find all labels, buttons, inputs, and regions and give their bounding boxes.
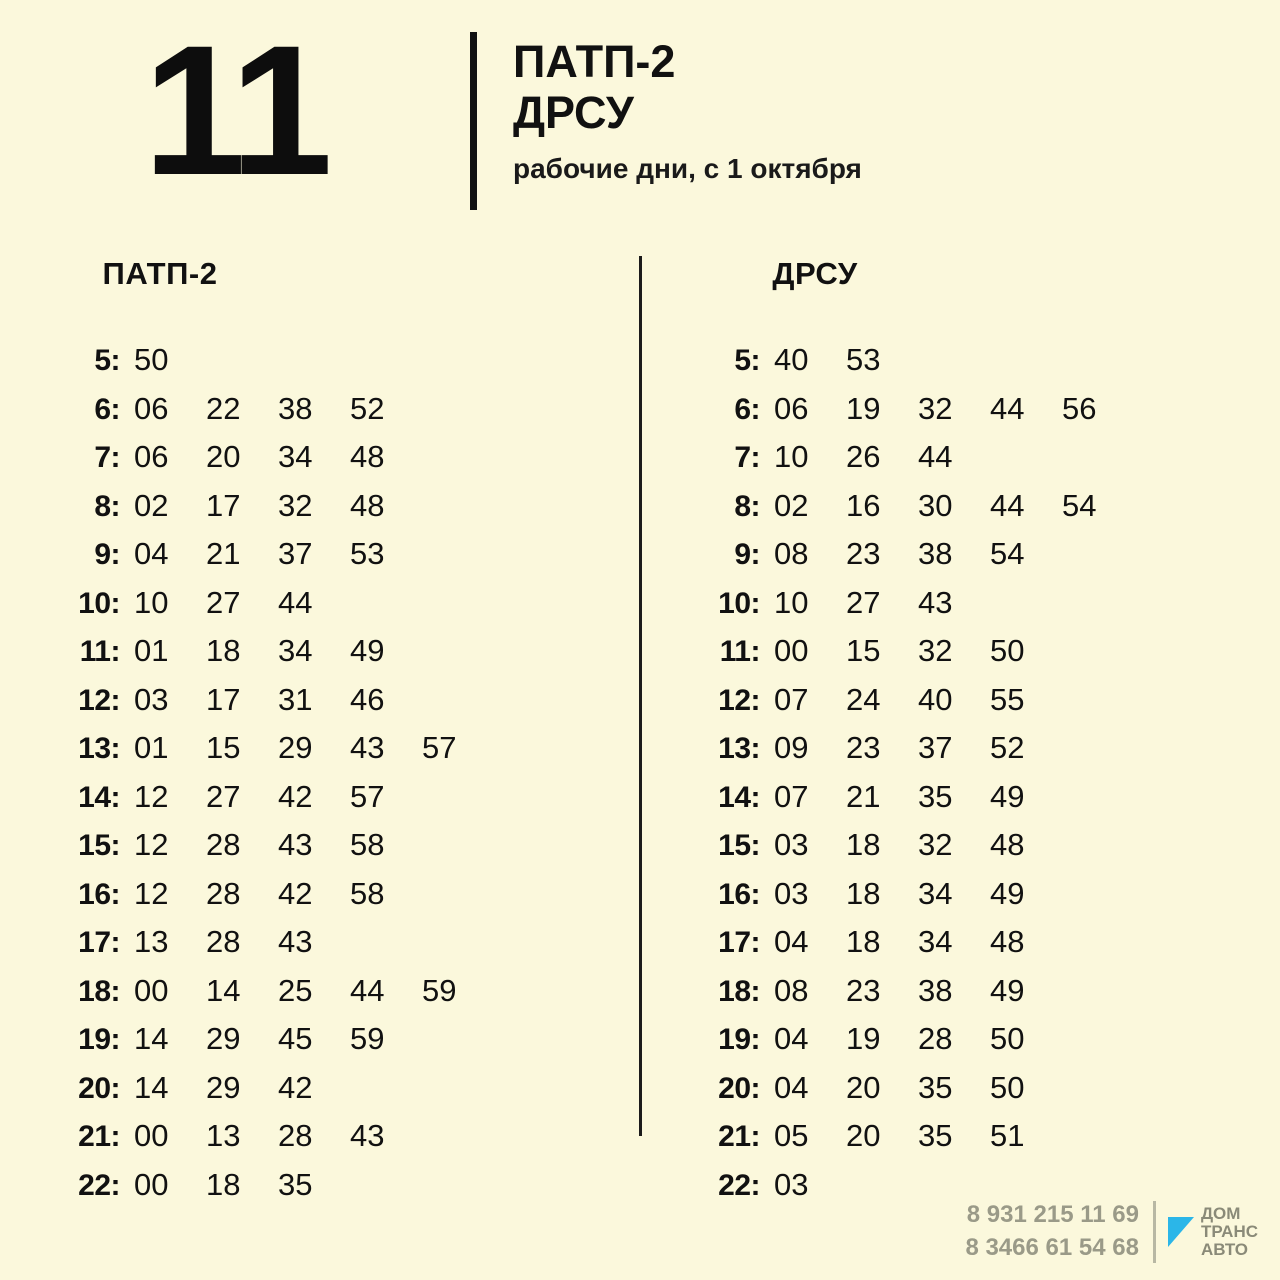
timetable-rows-drsu (640, 342, 1280, 1215)
hour-label: 10: (718, 586, 760, 620)
departure-minute: 08 (774, 536, 809, 571)
minutes-group (760, 585, 990, 621)
minutes-group (120, 924, 350, 960)
departure-minute: 17 (206, 487, 241, 523)
column-title-drsu: ДРСУ (772, 256, 858, 291)
departure-minute: 40 (918, 681, 953, 717)
departure-minute: 57 (422, 730, 457, 765)
departure-minute: 13 (134, 924, 169, 959)
departure-minute: 27 (206, 778, 241, 814)
timetable-row (640, 730, 1280, 779)
departure-minute: 42 (278, 1069, 313, 1105)
hour-label: 9: (94, 538, 120, 571)
departure-minute: 08 (774, 972, 809, 1008)
departure-minute: 02 (774, 487, 809, 523)
departure-minute: 10 (774, 439, 809, 474)
departure-minute: 43 (278, 827, 313, 862)
minutes-group (120, 488, 422, 524)
departure-minute: 21 (846, 778, 881, 814)
timetable-row (0, 585, 640, 634)
header-title-line-1: ПАТП-2 (513, 36, 676, 87)
departure-minute: 55 (990, 681, 1025, 717)
departure-minute: 06 (134, 439, 169, 474)
minutes-group (760, 730, 1062, 766)
minutes-group (120, 1021, 422, 1057)
departure-minute: 18 (846, 827, 881, 862)
minutes-group (120, 536, 422, 572)
departure-minute: 50 (990, 1021, 1025, 1056)
hour-label: 13: (718, 732, 760, 765)
hour-label: 12: (718, 683, 760, 717)
timetable-row (640, 1070, 1280, 1119)
timetable-row (640, 439, 1280, 488)
hour-label: 5: (734, 344, 760, 377)
timetable-row (0, 973, 640, 1022)
hour-label: 21: (718, 1120, 760, 1153)
departure-minute: 54 (1062, 487, 1097, 523)
departure-minute: 48 (350, 439, 385, 474)
departure-minute: 35 (918, 778, 953, 814)
timetable-row (640, 779, 1280, 828)
departure-minute: 38 (918, 536, 953, 571)
departure-minute: 29 (206, 1021, 241, 1056)
timetable-row (640, 536, 1280, 585)
departure-minute: 00 (134, 1166, 169, 1202)
footer (965, 1199, 1258, 1264)
departure-minute: 38 (918, 972, 953, 1008)
departure-minute: 34 (918, 875, 953, 911)
departure-minute: 32 (918, 633, 953, 668)
departure-minute: 44 (918, 439, 953, 474)
route-number: 11 (143, 8, 327, 214)
departure-minute: 01 (134, 633, 169, 668)
departure-minute: 44 (278, 584, 313, 620)
departure-minute: 14 (134, 1021, 169, 1056)
departure-minute: 48 (990, 924, 1025, 959)
departure-minute: 24 (846, 681, 881, 717)
departure-minute: 29 (206, 1069, 241, 1105)
minutes-group (760, 779, 1062, 815)
departure-minute: 35 (918, 1118, 953, 1153)
timetable-row (0, 876, 640, 925)
minutes-group (760, 1070, 1062, 1106)
departure-minute: 06 (134, 390, 169, 426)
departure-minute: 34 (278, 439, 313, 474)
minutes-group (760, 1021, 1062, 1057)
departure-minute: 00 (774, 633, 809, 668)
departure-minute: 35 (278, 1166, 313, 1202)
timetable-row (0, 1118, 640, 1167)
departure-minute: 37 (278, 536, 313, 571)
departure-minute: 59 (350, 1021, 385, 1056)
departure-minute: 29 (278, 730, 313, 765)
hour-label: 20: (718, 1071, 760, 1105)
minutes-group (120, 827, 422, 863)
departure-minute: 59 (422, 972, 457, 1008)
departure-minute: 51 (990, 1118, 1025, 1153)
departure-minute: 34 (278, 633, 313, 668)
minutes-group (760, 1118, 1062, 1154)
departure-minute: 49 (990, 875, 1025, 911)
departure-minute: 32 (918, 827, 953, 862)
timetable-row (0, 439, 640, 488)
timetable-row (0, 1167, 640, 1216)
header-title-line-2: ДРСУ (513, 87, 634, 139)
hour-label: 18: (78, 974, 120, 1008)
minutes-group (760, 1167, 846, 1203)
minutes-group (120, 779, 422, 815)
hour-label: 13: (78, 732, 120, 765)
departure-minute: 13 (206, 1118, 241, 1153)
departure-minute: 04 (774, 1021, 809, 1056)
departure-minute: 14 (134, 1069, 169, 1105)
departure-minute: 01 (134, 730, 169, 765)
departure-minute: 53 (846, 342, 881, 377)
departure-minute: 58 (350, 875, 385, 911)
departure-minute: 17 (206, 681, 241, 717)
hour-label: 11: (719, 635, 760, 668)
timetable-row (0, 779, 640, 828)
timetable-row (0, 924, 640, 973)
departure-minute: 20 (846, 1118, 881, 1153)
departure-minute: 10 (134, 584, 169, 620)
departure-minute: 44 (990, 390, 1025, 426)
departure-minute: 21 (206, 536, 241, 571)
logo-line-1: ДОМ (1200, 1203, 1241, 1223)
departure-minute: 43 (350, 1118, 385, 1153)
timetable-row (640, 585, 1280, 634)
departure-minute: 48 (990, 827, 1025, 862)
hour-label: 16: (718, 877, 760, 911)
timetable-row (0, 827, 640, 876)
phone-number-1: 8 931 215 11 69 (966, 1201, 1139, 1229)
minutes-group (760, 973, 1062, 1009)
hour-label: 7: (94, 441, 120, 474)
departure-minute: 50 (134, 342, 169, 377)
departure-minute: 04 (774, 1069, 809, 1105)
hour-label: 15: (78, 829, 120, 862)
departure-minute: 03 (774, 827, 809, 862)
timetable-row (640, 342, 1280, 391)
logo-line-3: АВТО (1200, 1239, 1249, 1259)
departure-minute: 05 (774, 1118, 809, 1153)
minutes-group (120, 730, 494, 766)
departure-minute: 02 (134, 487, 169, 523)
departure-minute: 30 (918, 487, 953, 523)
minutes-group (760, 439, 990, 475)
minutes-group (120, 391, 422, 427)
departure-minute: 12 (134, 827, 169, 862)
departure-minute: 12 (134, 875, 169, 911)
hour-label: 6: (94, 392, 120, 426)
hour-label: 19: (718, 1023, 760, 1056)
timetable-row (0, 730, 640, 779)
timetable-row (0, 682, 640, 731)
departure-minute: 04 (774, 924, 809, 959)
departure-minute: 20 (846, 1069, 881, 1105)
timetable-row (0, 633, 640, 682)
departure-minute: 49 (990, 778, 1025, 814)
departure-minute: 44 (990, 487, 1025, 523)
minutes-group (760, 391, 1134, 427)
departure-minute: 07 (774, 778, 809, 814)
minutes-group (760, 924, 1062, 960)
hour-label: 19: (78, 1023, 120, 1056)
hour-label: 14: (718, 780, 760, 814)
footer-divider (1153, 1201, 1156, 1263)
departure-minute: 03 (774, 1166, 809, 1202)
departure-minute: 06 (774, 390, 809, 426)
hour-label: 17: (78, 926, 120, 959)
departure-minute: 43 (918, 584, 953, 620)
schedule-column-patp2 (0, 256, 640, 1202)
phone-number-2: 8 3466 61 54 68 (965, 1233, 1139, 1261)
minutes-group (760, 536, 1062, 572)
timetable-row (640, 924, 1280, 973)
departure-minute: 52 (990, 730, 1025, 765)
schedule-column-drsu (640, 256, 1280, 1202)
minutes-group (760, 827, 1062, 863)
departure-minute: 18 (206, 633, 241, 668)
departure-minute: 00 (134, 972, 169, 1008)
departure-minute: 09 (774, 730, 809, 765)
hour-label: 16: (78, 877, 120, 911)
departure-minute: 28 (206, 924, 241, 959)
departure-minute: 53 (350, 536, 385, 571)
departure-minute: 52 (350, 390, 385, 426)
departure-minute: 14 (206, 972, 241, 1008)
timetable-row (640, 1021, 1280, 1070)
departure-minute: 32 (278, 487, 313, 523)
hour-label: 8: (734, 489, 760, 523)
departure-minute: 43 (350, 730, 385, 765)
minutes-group (120, 585, 350, 621)
timetable-row (640, 488, 1280, 537)
header-title-block (477, 18, 862, 185)
departure-minute: 49 (990, 972, 1025, 1008)
departure-minute: 03 (134, 681, 169, 717)
departure-minute: 18 (206, 1166, 241, 1202)
departure-minute: 20 (206, 439, 241, 474)
minutes-group (120, 1167, 350, 1203)
departure-minute: 34 (918, 924, 953, 959)
departure-minute: 49 (350, 633, 385, 668)
departure-minute: 40 (774, 342, 809, 377)
minutes-group (760, 342, 918, 378)
departure-minute: 42 (278, 778, 313, 814)
timetable-row (0, 536, 640, 585)
timetable-row (0, 1021, 640, 1070)
departure-minute: 32 (918, 390, 953, 426)
departure-minute: 16 (846, 487, 881, 523)
departure-minute: 27 (206, 584, 241, 620)
departure-minute: 46 (350, 681, 385, 717)
departure-minute: 23 (846, 730, 881, 765)
hour-label: 7: (734, 441, 760, 474)
hour-label: 20: (78, 1071, 120, 1105)
minutes-group (120, 342, 206, 378)
departure-minute: 15 (846, 633, 881, 668)
departure-minute: 28 (918, 1021, 953, 1056)
departure-minute: 03 (774, 875, 809, 911)
departure-minute: 56 (1062, 390, 1097, 426)
timetable-row (0, 391, 640, 440)
header-divider (470, 32, 477, 210)
hour-label: 15: (718, 829, 760, 862)
departure-minute: 19 (846, 1021, 881, 1056)
timetable-row (640, 682, 1280, 731)
timetable-rows-patp2 (0, 342, 640, 1215)
timetable-row (0, 488, 640, 537)
hour-label: 21: (78, 1120, 120, 1153)
hour-label: 14: (78, 780, 120, 814)
departure-minute: 50 (990, 1069, 1025, 1105)
hour-label: 6: (734, 392, 760, 426)
minutes-group (120, 1118, 422, 1154)
departure-minute: 28 (206, 827, 241, 862)
departure-minute: 45 (278, 1021, 313, 1056)
hour-label: 17: (718, 926, 760, 959)
timetable-row (640, 1118, 1280, 1167)
timetable-row (640, 973, 1280, 1022)
timetable-row (640, 876, 1280, 925)
departure-minute: 25 (278, 972, 313, 1008)
departure-minute: 28 (278, 1118, 313, 1153)
logo-line-2: ТРАНС (1200, 1221, 1258, 1241)
schedule-header (0, 0, 1280, 214)
timetable-row (0, 1070, 640, 1119)
departure-minute: 48 (350, 487, 385, 523)
minutes-group (120, 633, 422, 669)
timetable-row (0, 342, 640, 391)
minutes-group (760, 876, 1062, 912)
header-subtitle: рабочие дни, с 1 октября (513, 152, 862, 184)
departure-minute: 50 (990, 633, 1025, 668)
column-title-patp2: ПАТП-2 (102, 256, 218, 291)
departure-minute: 10 (774, 584, 809, 620)
minutes-group (120, 973, 494, 1009)
departure-minute: 38 (278, 390, 313, 426)
departure-minute: 12 (134, 778, 169, 814)
schedule-columns (0, 256, 1280, 1202)
hour-label: 9: (734, 538, 760, 571)
timetable-row (640, 827, 1280, 876)
departure-minute: 22 (206, 390, 241, 426)
departure-minute: 15 (206, 730, 241, 765)
minutes-group (120, 682, 422, 718)
departure-minute: 37 (918, 730, 953, 765)
timetable-row (640, 391, 1280, 440)
minutes-group (760, 488, 1134, 524)
departure-minute: 35 (918, 1069, 953, 1105)
departure-minute: 57 (350, 778, 385, 814)
hour-label: 22: (78, 1168, 120, 1202)
departure-minute: 18 (846, 924, 881, 959)
departure-minute: 23 (846, 972, 881, 1008)
departure-minute: 42 (278, 875, 313, 911)
hour-label: 8: (94, 489, 120, 523)
departure-minute: 18 (846, 875, 881, 911)
departure-minute: 31 (278, 681, 313, 717)
hour-label: 12: (78, 683, 120, 717)
minutes-group (760, 633, 1062, 669)
hour-label: 22: (718, 1168, 760, 1202)
departure-minute: 58 (350, 827, 385, 862)
departure-minute: 26 (846, 439, 881, 474)
minutes-group (120, 876, 422, 912)
departure-minute: 00 (134, 1118, 169, 1153)
timetable-row (640, 633, 1280, 682)
contact-phones (965, 1199, 1153, 1264)
departure-minute: 44 (350, 972, 385, 1008)
hour-label: 18: (718, 974, 760, 1008)
departure-minute: 23 (846, 536, 881, 571)
departure-minute: 43 (278, 924, 313, 959)
hour-label: 10: (78, 586, 120, 620)
departure-minute: 54 (990, 536, 1025, 571)
minutes-group (120, 1070, 350, 1106)
logo (1168, 1205, 1258, 1259)
departure-minute: 28 (206, 875, 241, 911)
logo-triangle-icon (1168, 1217, 1194, 1247)
departure-minute: 27 (846, 584, 881, 620)
hour-label: 11: (79, 635, 120, 668)
departure-minute: 04 (134, 536, 169, 571)
logo-text (1201, 1205, 1258, 1259)
minutes-group (120, 439, 422, 475)
departure-minute: 19 (846, 390, 881, 426)
departure-minute: 07 (774, 681, 809, 717)
hour-label: 5: (94, 344, 120, 377)
minutes-group (760, 682, 1062, 718)
